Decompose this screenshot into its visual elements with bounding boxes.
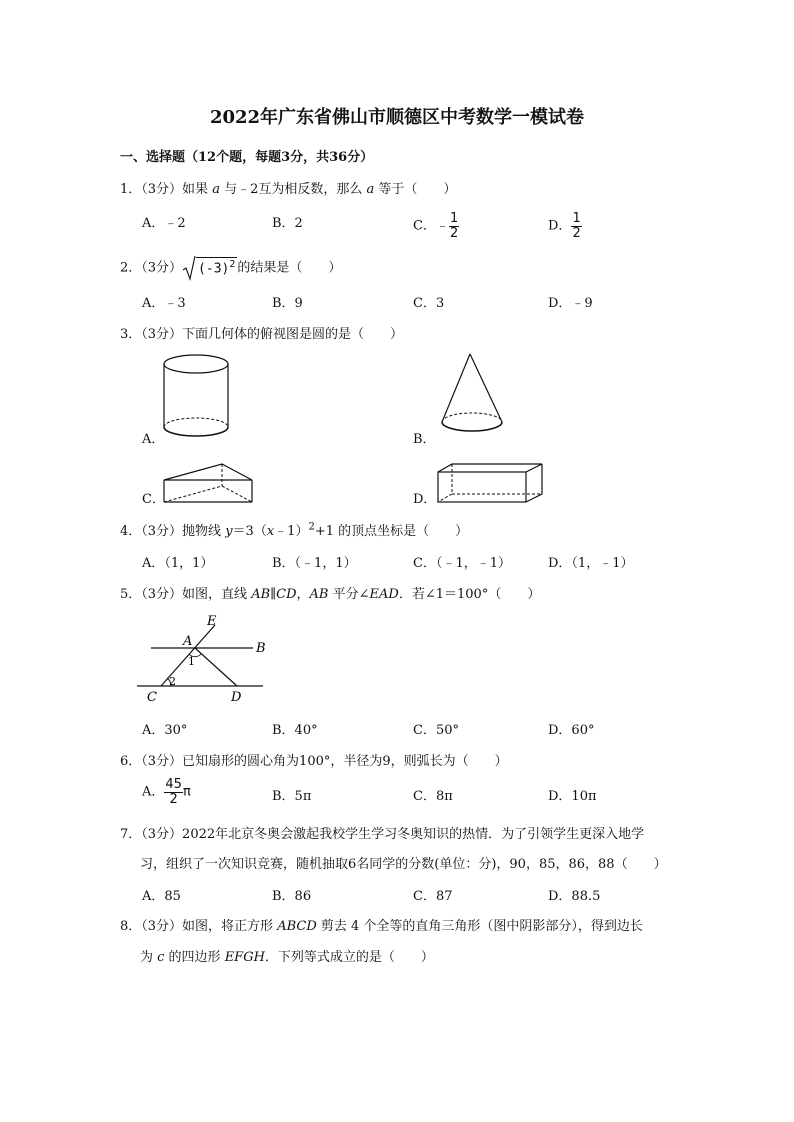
q6-option-b: B．5π <box>272 789 312 804</box>
q3-option-c: C． <box>142 492 165 507</box>
q6-a-fraction: $\frac{45}{2}$ <box>165 777 182 807</box>
label-e: E <box>207 614 217 629</box>
q2-option-c: C．3 <box>413 296 445 311</box>
question-7-line-1: 7．（3分）2022年北京冬奥会激起我校学生学习冬奥知识的热情．为了引领学生更深入地学 <box>120 827 645 842</box>
q4-option-b: B．（﹣1，1） <box>272 556 357 571</box>
q2-option-d: D．﹣9 <box>548 296 593 311</box>
question-5-stem: 5．（3分）如图，直线 AB∥CD，AB 平分∠EAD．若∠1＝100°（ ） <box>120 587 541 602</box>
q1-option-c: C．﹣ $\frac{1}{2}$ <box>413 211 459 241</box>
question-8-line-1: 8．（3分）如图，将正方形 ABCD 剪去 4 个全等的直角三角形（图中阴影部分），得到边长 <box>120 919 643 934</box>
q4-option-c: C．（﹣1，﹣1） <box>413 556 511 571</box>
q7-option-d: D．88.5 <box>548 889 601 904</box>
question-3-stem: 3．（3分）下面几何体的俯视图是圆的是（ ） <box>120 327 404 342</box>
question-2-stem: 2．（3分） $(-3)^2$ 的结果是（ ） <box>120 255 341 281</box>
q4-option-a: A．（1，1） <box>142 556 214 571</box>
label-b: B <box>256 641 266 656</box>
q3-option-a: A． <box>142 432 165 447</box>
q3-option-b: B． <box>413 432 436 447</box>
question-4-stem: 4．（3分）抛物线 y＝3（x﹣1）$^2$+1 的顶点坐标是（ ） <box>120 521 469 539</box>
parallel-lines-figure <box>135 612 280 707</box>
q7-option-c: C．87 <box>413 889 453 904</box>
q5-option-a: A．30° <box>142 723 188 738</box>
cuboid-figure <box>434 460 549 505</box>
cone-figure <box>436 352 516 442</box>
q7-option-a: A．85 <box>142 889 181 904</box>
q2-option-b: B．9 <box>272 296 303 311</box>
q3-option-d: D． <box>413 492 437 507</box>
q6-option-c: C．8π <box>413 789 453 804</box>
q5-option-b: B．40° <box>272 723 318 738</box>
sqrt-expression: $(-3)^2$ <box>182 255 237 281</box>
q1-option-b: B．2 <box>272 216 303 231</box>
cylinder-figure <box>158 352 238 442</box>
label-angle-2: 2 <box>169 675 176 688</box>
q1-option-a: A．﹣2 <box>142 216 186 231</box>
q1-d-fraction: $\frac{1}{2}$ <box>572 211 581 241</box>
q5-option-c: C．50° <box>413 723 459 738</box>
q1-c-fraction: $\frac{1}{2}$ <box>449 211 459 241</box>
q5-option-d: D．60° <box>548 723 595 738</box>
question-8-line-2: 为 c 的四边形 EFGH．下列等式成立的是（ ） <box>140 950 434 965</box>
label-d: D <box>231 690 242 705</box>
page-title: 2022年广东省佛山市顺德区中考数学一模试卷 <box>209 107 585 128</box>
q6-option-d: D．10π <box>548 789 597 804</box>
q4-option-d: D．（1，﹣1） <box>548 556 634 571</box>
q2-option-a: A．﹣3 <box>142 296 186 311</box>
label-angle-1: 1 <box>188 655 195 668</box>
section-heading: 一、选择题（12个题，每题3分，共36分） <box>120 150 374 165</box>
triangular-prism-figure <box>160 458 260 508</box>
label-c: C <box>147 690 157 705</box>
q6-option-a: A． $\frac{45}{2}$ π <box>142 777 191 807</box>
question-6-stem: 6．（3分）已知扇形的圆心角为100°，半径为9，则弧长为（ ） <box>120 754 508 769</box>
question-1-stem: 1．（3分）如果 a 与﹣2互为相反数，那么 a 等于（ ） <box>120 182 457 197</box>
label-a: A <box>183 634 193 649</box>
q1-option-d: D． $\frac{1}{2}$ <box>548 211 581 241</box>
question-7-line-2: 习，组织了一次知识竞赛，随机抽取6名同学的分数(单位：分)，90，85，86，88（ ） <box>140 857 667 872</box>
q7-option-b: B．86 <box>272 889 312 904</box>
